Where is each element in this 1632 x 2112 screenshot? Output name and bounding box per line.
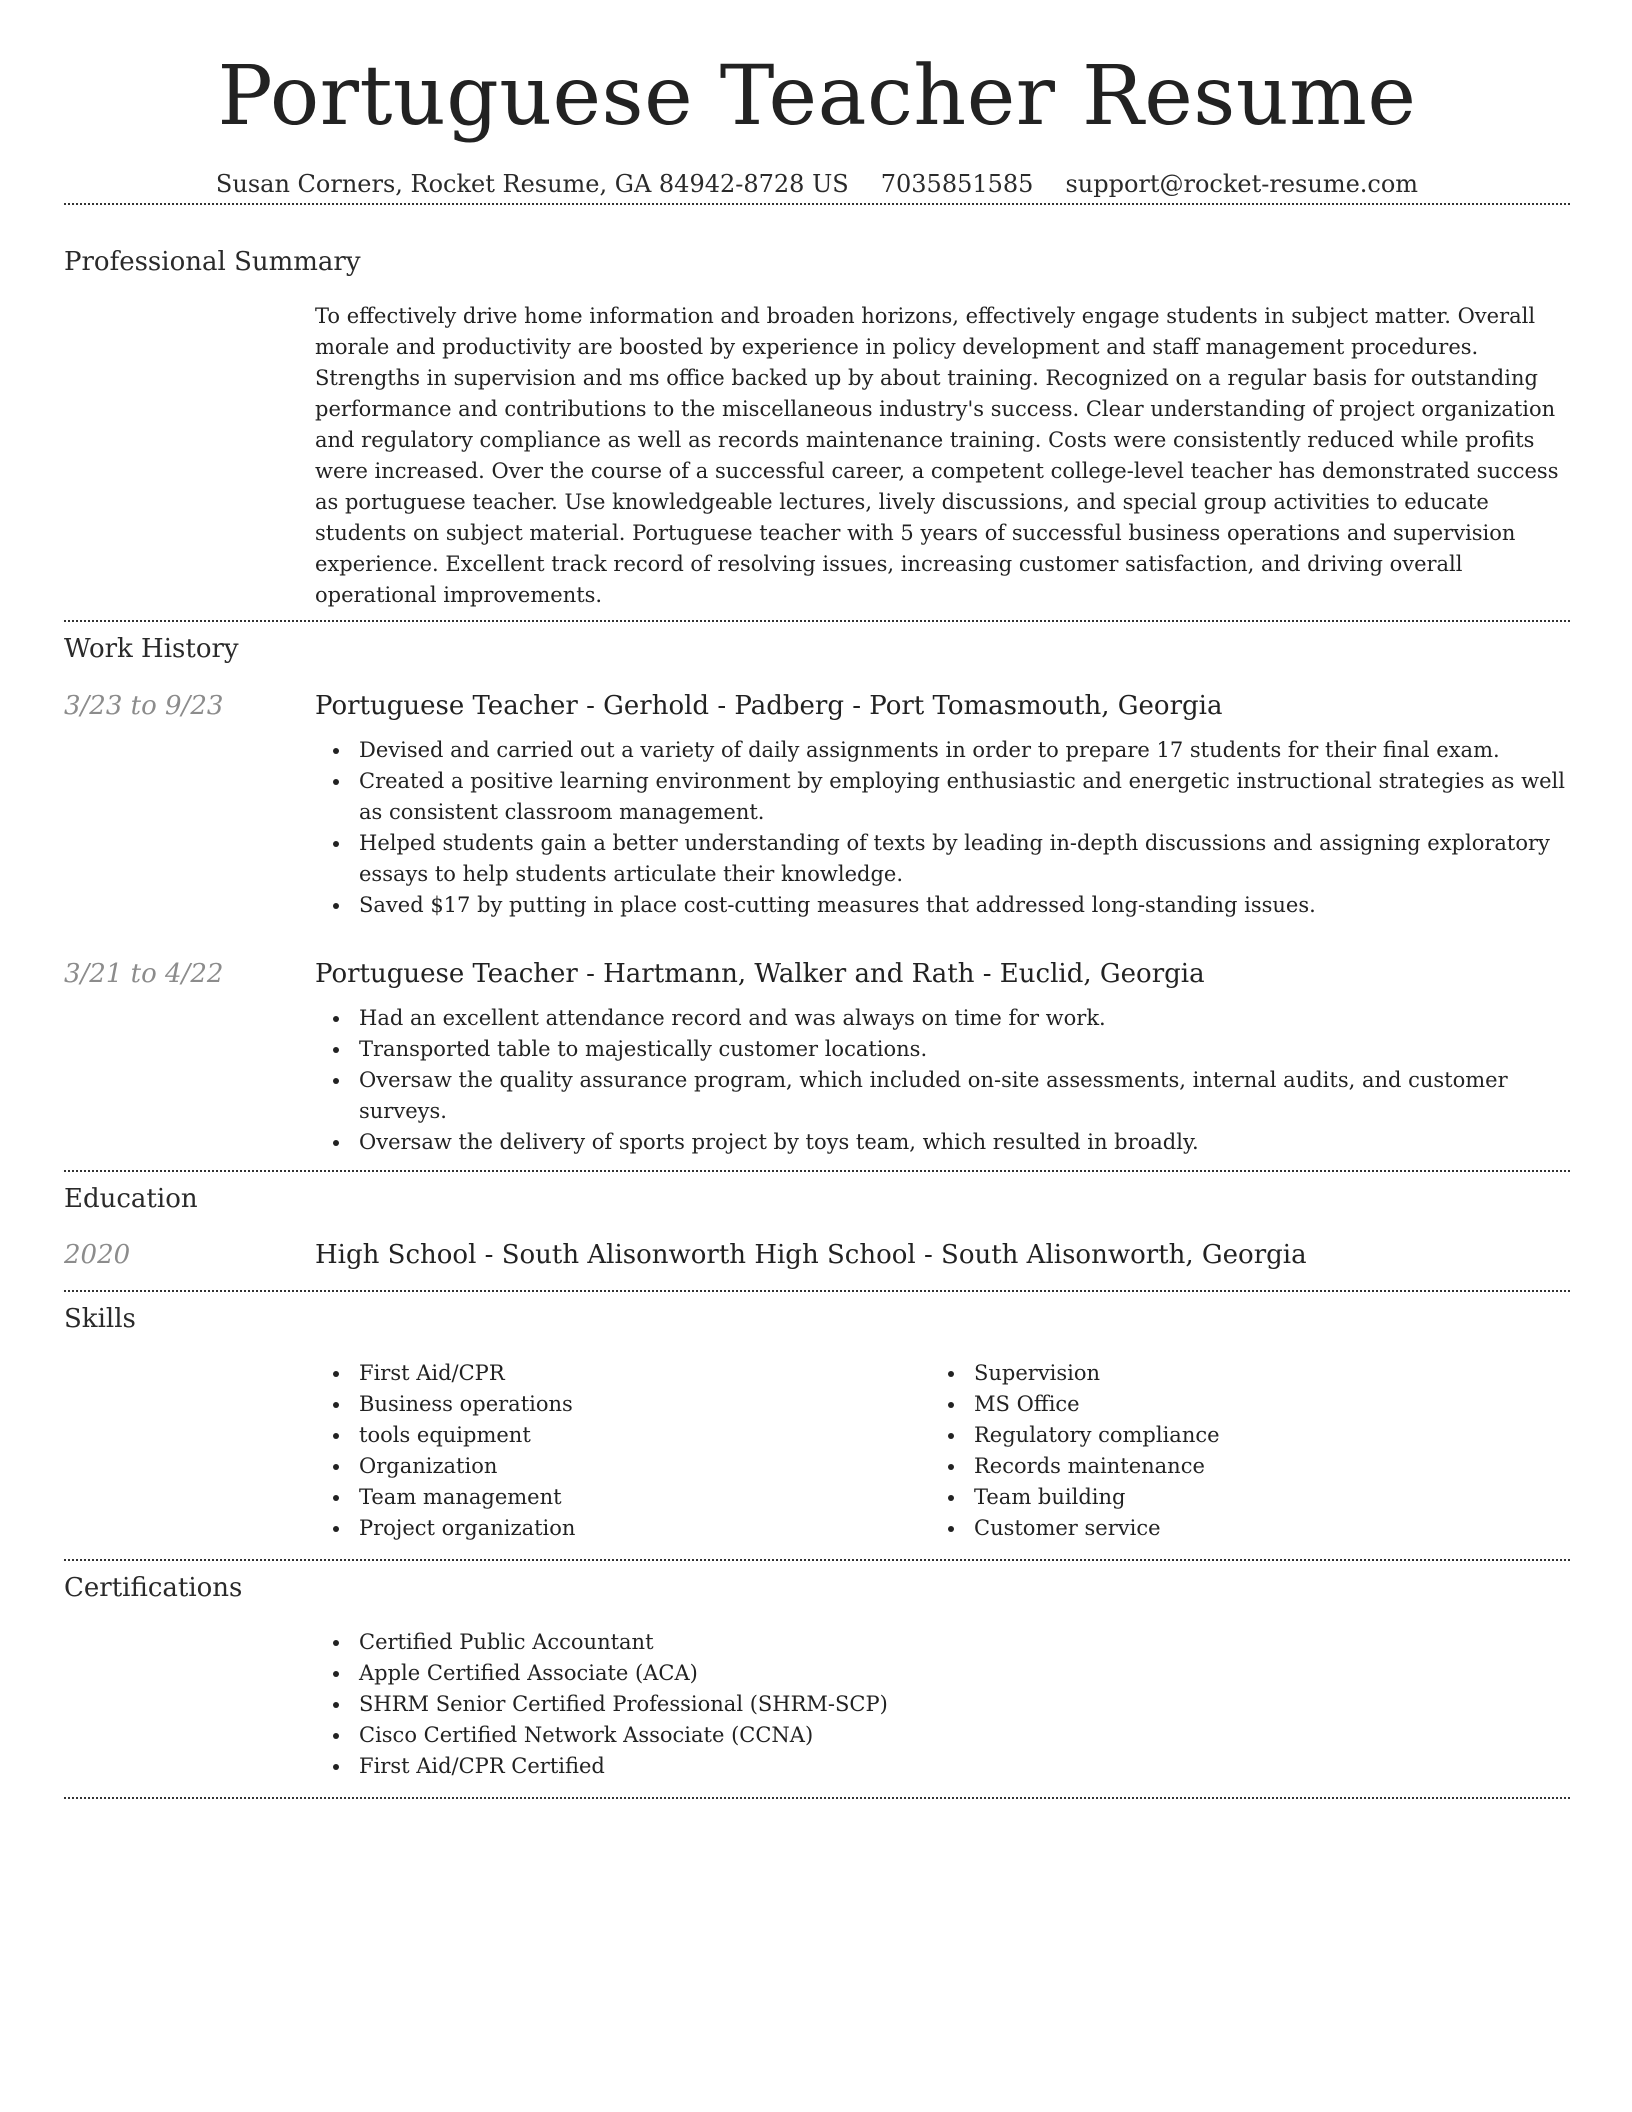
- job-dates: 3/23 to 9/23: [64, 691, 224, 721]
- job-bullet: Saved $17 by putting in place cost-cutting measures that addressed long-standing issues.: [359, 890, 1570, 921]
- education-year: 2020: [64, 1240, 131, 1270]
- resume-title: Portuguese Teacher Resume: [217, 49, 1417, 144]
- job-bullet: Oversaw the quality assurance program, which included on-site assessments, internal audits, and customer surveys.: [359, 1065, 1570, 1127]
- certification-item: SHRM Senior Certified Professional (SHRM-SCP): [359, 1689, 1570, 1720]
- job-entry: [64, 957, 1570, 1158]
- divider: [64, 1170, 1570, 1172]
- job-bullet: Created a positive learning environment by employing enthusiastic and energetic instructional strategies as well as consistent classroom management.: [359, 766, 1570, 828]
- section-title-skills: Skills: [64, 1304, 136, 1334]
- job-bullet: Oversaw the delivery of sports project by toys team, which resulted in broadly.: [359, 1127, 1570, 1158]
- certification-item: Certified Public Accountant: [359, 1627, 1570, 1658]
- skill-item: MS Office: [974, 1389, 1545, 1420]
- job-bullet: Had an excellent attendance record and was always on time for work.: [359, 1003, 1570, 1034]
- job-bullets: [315, 1003, 1570, 1158]
- job-title: Portuguese Teacher - Gerhold - Padberg - Port Tomasmouth, Georgia: [315, 691, 1223, 721]
- job-entry: [64, 689, 1570, 921]
- summary-text: To effectively drive home information and broaden horizons, effectively engage students in subject matter. Overall morale and productivity are boosted by experience in policy development and staff management procedures. Strengths in supervision and ms office backed up by about training. Recognized on a regular basis for outstanding performance and contributions to the miscellaneous industry's success. Clear understanding of project organization and regulatory compliance as well as records maintenance training. Costs were consistently reduced while profits were increased. Over the course of a successful career, a competent college-level teacher has demonstrated success as portuguese teacher. Use knowledgeable lectures, lively discussions, and special group activities to educate students on subject material. Portuguese teacher with 5 years of successful business operations and supervision experience. Excellent track record of resolving issues, increasing customer satisfaction, and driving overall operational improvements.: [315, 304, 1559, 607]
- job-bullet: Devised and carried out a variety of daily assignments in order to prepare 17 students for their final exam.: [359, 735, 1570, 766]
- education-entry: [64, 1238, 1570, 1272]
- section-title-education: Education: [64, 1184, 198, 1214]
- job-title: Portuguese Teacher - Hartmann, Walker and Rath - Euclid, Georgia: [315, 959, 1205, 989]
- section-title-work: Work History: [64, 634, 239, 664]
- education-school: - South Alisonworth High School - South Alisonworth, Georgia: [476, 1240, 1307, 1270]
- skill-item: tools equipment: [359, 1420, 930, 1451]
- certification-item: First Aid/CPR Certified: [359, 1751, 1570, 1782]
- contact-address: Susan Corners, Rocket Resume, GA 84942-8728 US: [215, 170, 849, 198]
- education-detail: [315, 1238, 1570, 1272]
- job-dates: 3/21 to 4/22: [64, 959, 224, 989]
- skills-column-right: [930, 1358, 1545, 1544]
- skill-item: Customer service: [974, 1513, 1545, 1544]
- section-title-summary: Professional Summary: [64, 247, 361, 277]
- divider: [64, 1290, 1570, 1292]
- certifications-list: [315, 1627, 1570, 1782]
- divider: [64, 203, 1570, 205]
- skill-item: Regulatory compliance: [974, 1420, 1545, 1451]
- certification-item: Cisco Certified Network Associate (CCNA): [359, 1720, 1570, 1751]
- contact-phone: 7035851585: [880, 170, 1034, 198]
- contact-email[interactable]: support@rocket-resume.com: [1065, 170, 1419, 198]
- certification-item: Apple Certified Associate (ACA): [359, 1658, 1570, 1689]
- skills-list: [315, 1358, 1570, 1544]
- section-title-certifications: Certifications: [64, 1573, 243, 1603]
- education-degree: High School: [315, 1240, 477, 1270]
- skill-item: Team building: [974, 1482, 1545, 1513]
- contact-line: [64, 167, 1570, 201]
- divider: [64, 620, 1570, 622]
- skill-item: Supervision: [974, 1358, 1545, 1389]
- skill-item: Organization: [359, 1451, 930, 1482]
- divider: [64, 1559, 1570, 1561]
- skill-item: Team management: [359, 1482, 930, 1513]
- skill-item: First Aid/CPR: [359, 1358, 930, 1389]
- resume-page: [64, 0, 1570, 1799]
- skills-column-left: [315, 1358, 930, 1544]
- skill-item: Project organization: [359, 1513, 930, 1544]
- divider: [64, 1797, 1570, 1799]
- job-bullets: [315, 735, 1570, 921]
- job-bullet: Helped students gain a better understanding of texts by leading in-depth discussions and assigning exploratory essays to help students articulate their knowledge.: [359, 828, 1570, 890]
- job-bullet: Transported table to majestically customer locations.: [359, 1034, 1570, 1065]
- skill-item: Records maintenance: [974, 1451, 1545, 1482]
- skill-item: Business operations: [359, 1389, 930, 1420]
